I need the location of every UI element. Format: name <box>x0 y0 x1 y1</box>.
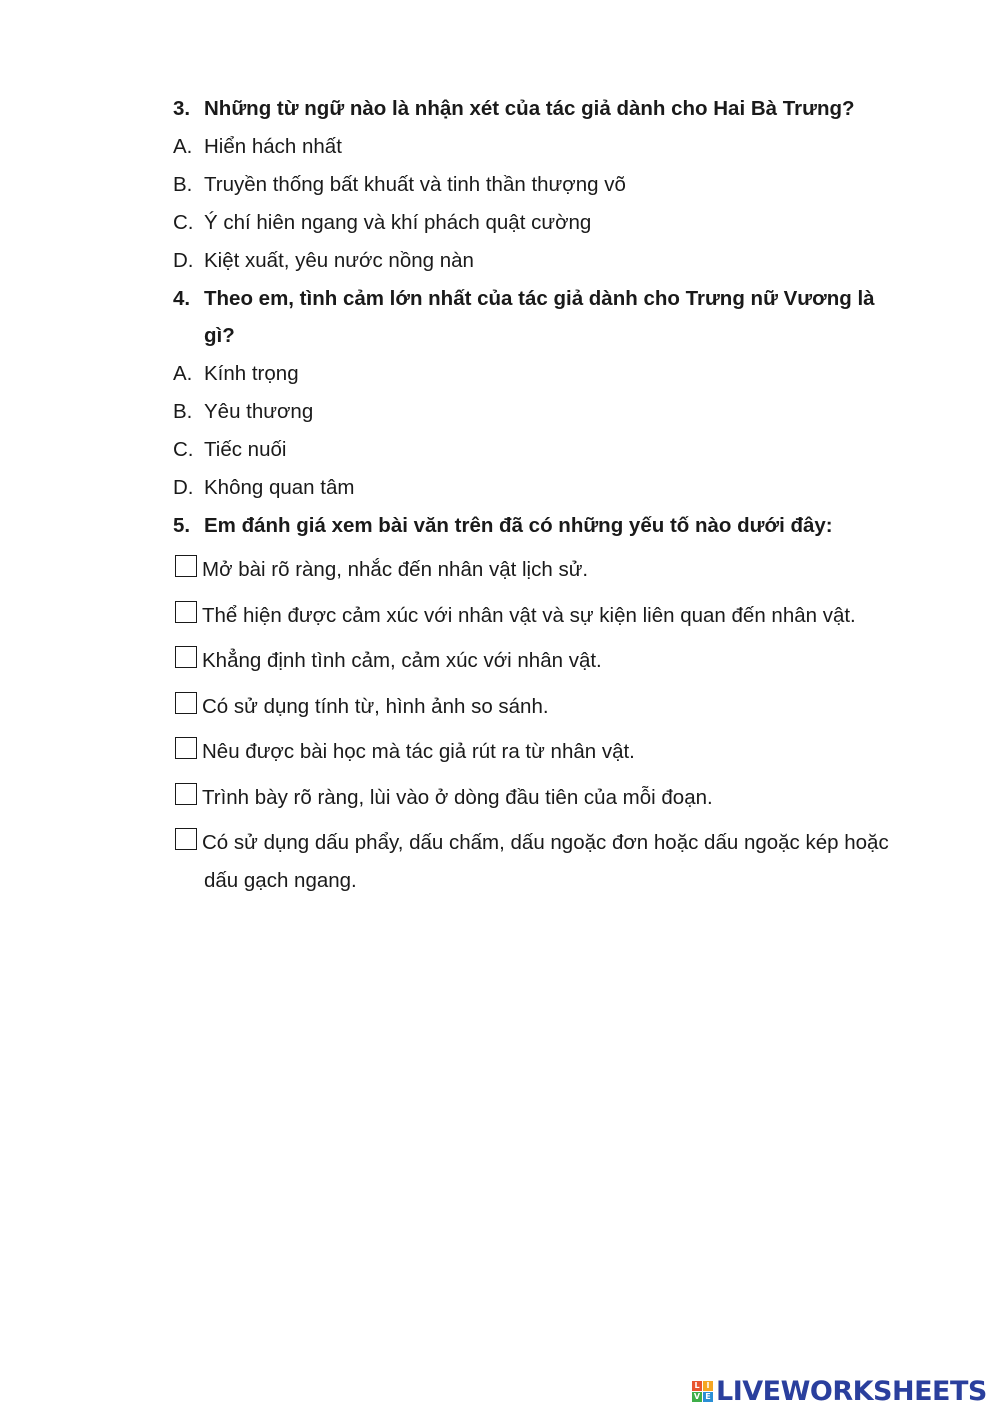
question-text: Những từ ngữ nào là nhận xét của tác giả dành cho Hai Bà Trưng? <box>204 97 855 120</box>
option-letter: D. <box>173 476 194 499</box>
option-letter: C. <box>173 438 194 461</box>
option-text: Không quan tâm <box>204 476 355 499</box>
option-letter: A. <box>173 135 193 158</box>
checklist-item-6 <box>175 788 713 809</box>
option-4a[interactable] <box>173 364 299 385</box>
question-4 <box>173 289 875 310</box>
liveworksheets-logo <box>692 1376 987 1406</box>
checkbox[interactable] <box>175 783 197 805</box>
option-4d[interactable] <box>173 478 354 499</box>
option-letter: A. <box>173 362 193 385</box>
checklist-item-7-continuation: dấu gạch ngang. <box>204 869 357 892</box>
question-5 <box>173 516 833 537</box>
option-3d[interactable] <box>173 251 474 272</box>
option-letter: B. <box>173 400 193 423</box>
question-4-continuation: gì? <box>204 324 235 347</box>
checklist-item-5 <box>175 742 635 763</box>
checklist-text: Nêu được bài học mà tác giả rút ra từ nhân vật. <box>202 740 635 763</box>
question-number: 4. <box>173 287 191 310</box>
option-3c[interactable] <box>173 213 591 234</box>
checklist-text: Mở bài rõ ràng, nhắc đến nhân vật lịch sử. <box>202 558 589 581</box>
option-text: Kiệt xuất, yêu nước nồng nàn <box>204 249 474 272</box>
logo-icon <box>692 1381 713 1402</box>
option-letter: D. <box>173 249 194 272</box>
checkbox[interactable] <box>175 555 197 577</box>
option-text: Truyền thống bất khuất và tinh thần thượng võ <box>204 173 626 196</box>
checkbox[interactable] <box>175 692 197 714</box>
logo-letter: L <box>692 1381 702 1391</box>
option-letter: B. <box>173 173 193 196</box>
option-text: Hiển hách nhất <box>204 135 342 158</box>
checklist-item-4 <box>175 697 549 718</box>
checklist-text: Có sử dụng tính từ, hình ảnh so sánh. <box>202 695 549 718</box>
checkbox[interactable] <box>175 737 197 759</box>
option-letter: C. <box>173 211 194 234</box>
option-3a[interactable] <box>173 137 342 158</box>
option-text: Yêu thương <box>204 400 314 423</box>
checkbox[interactable] <box>175 601 197 623</box>
question-3 <box>173 99 855 120</box>
checklist-item-7 <box>175 833 889 854</box>
logo-letter: E <box>703 1392 713 1402</box>
checkbox[interactable] <box>175 646 197 668</box>
question-text: Em đánh giá xem bài văn trên đã có những yếu tố nào dưới đây: <box>204 514 833 537</box>
option-text: Kính trọng <box>204 362 299 385</box>
option-text: Tiếc nuối <box>204 438 287 461</box>
checklist-item-1 <box>175 560 588 581</box>
logo-letter: I <box>703 1381 713 1391</box>
option-3b[interactable] <box>173 175 626 196</box>
checklist-text: Khẳng định tình cảm, cảm xúc với nhân vật. <box>202 649 602 672</box>
option-4b[interactable] <box>173 402 313 423</box>
question-number: 3. <box>173 97 191 120</box>
question-number: 5. <box>173 514 191 537</box>
checklist-item-3 <box>175 651 602 672</box>
question-text: Theo em, tình cảm lớn nhất của tác giả dành cho Trưng nữ Vương là <box>204 287 875 310</box>
checklist-text: Trình bày rõ ràng, lùi vào ở dòng đầu tiên của mỗi đoạn. <box>202 786 713 809</box>
checklist-item-2 <box>175 606 856 627</box>
checklist-text: Thể hiện được cảm xúc với nhân vật và sự kiện liên quan đến nhân vật. <box>202 604 856 627</box>
checklist-text: Có sử dụng dấu phẩy, dấu chấm, dấu ngoặc đơn hoặc dấu ngoặc kép hoặc <box>202 831 889 854</box>
checkbox[interactable] <box>175 828 197 850</box>
logo-text: LIVEWORKSHEETS <box>716 1375 987 1407</box>
logo-letter: V <box>693 1391 701 1401</box>
option-4c[interactable] <box>173 440 286 461</box>
option-text: Ý chí hiên ngang và khí phách quật cường <box>204 211 592 234</box>
